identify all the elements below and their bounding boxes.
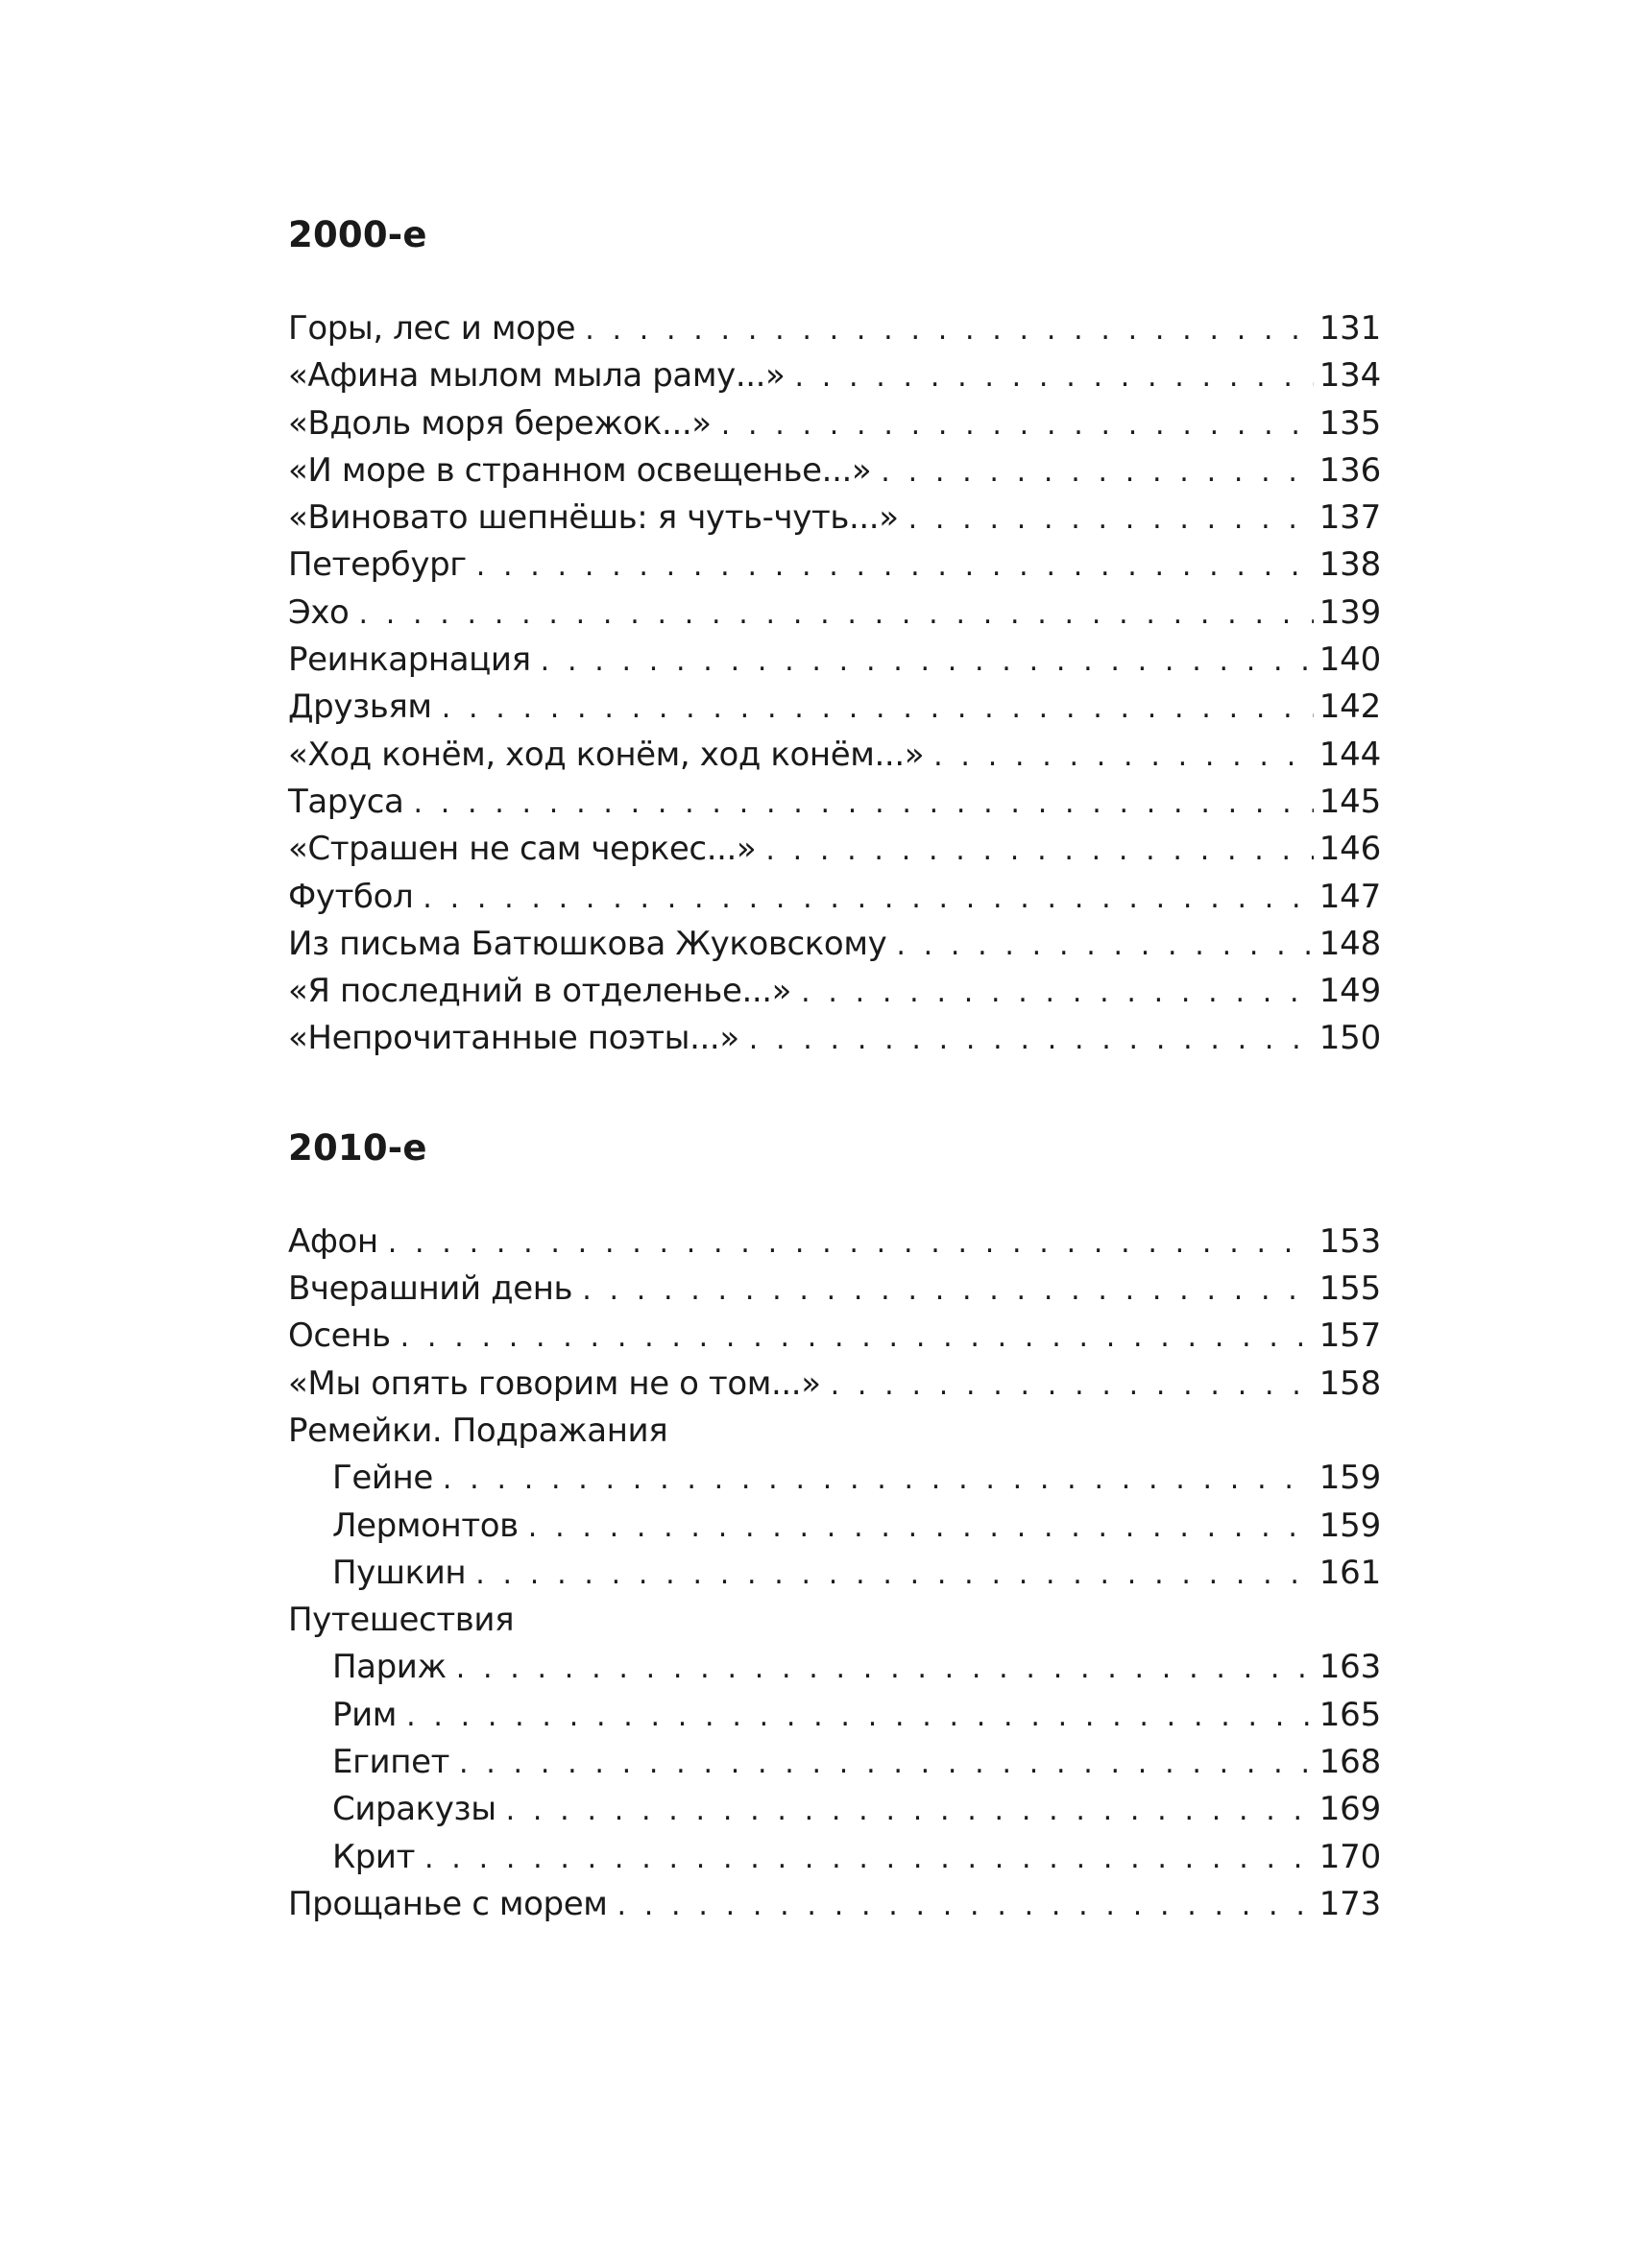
- page-number: 173: [1318, 1884, 1381, 1923]
- entry-title: Реинкарнация: [288, 640, 531, 680]
- toc-entry: [288, 495, 1381, 542]
- dot-leader: [459, 1740, 1314, 1787]
- dot-leader: [881, 448, 1313, 495]
- toc-entry: [288, 684, 1381, 731]
- page-number: 137: [1318, 498, 1381, 538]
- toc-entry: [288, 1266, 1381, 1313]
- toc-entry: [288, 968, 1381, 1015]
- toc-group-heading: [288, 1597, 1381, 1644]
- entry-title: «Виновато шепнёшь: я чуть-чуть...»: [288, 498, 899, 538]
- page-number: 158: [1318, 1363, 1381, 1403]
- entry-title: Футбол: [288, 877, 414, 916]
- section-title: 2000-е: [288, 214, 427, 255]
- page-number: 142: [1318, 688, 1381, 727]
- dot-leader: [541, 638, 1314, 685]
- toc-entry: [288, 352, 1381, 399]
- entry-title: Египет: [332, 1743, 449, 1782]
- entry-title: Из письма Батюшкова Жуковскому: [288, 924, 887, 963]
- toc-entry: [288, 1361, 1381, 1408]
- dot-leader: [528, 1504, 1314, 1551]
- toc-entry: [288, 1739, 1381, 1786]
- dot-leader: [358, 591, 1313, 638]
- page-number: 147: [1318, 877, 1381, 916]
- dot-leader: [749, 1016, 1314, 1063]
- page-number: 138: [1318, 545, 1381, 585]
- toc-entry: [288, 921, 1381, 968]
- dot-leader: [721, 401, 1314, 448]
- dot-leader: [413, 780, 1313, 827]
- page-number: 170: [1318, 1837, 1381, 1876]
- dot-leader: [424, 1835, 1314, 1882]
- dot-leader: [585, 306, 1314, 353]
- entry-title: Эхо: [288, 592, 350, 632]
- dot-leader: [506, 1787, 1314, 1834]
- toc-entry: [288, 826, 1381, 873]
- page-number: 161: [1318, 1553, 1381, 1592]
- entry-title: Гейне: [332, 1459, 433, 1498]
- entry-title: Афон: [288, 1221, 378, 1261]
- dot-leader: [476, 543, 1314, 590]
- page-number: 159: [1318, 1506, 1381, 1545]
- entry-title: Крит: [332, 1837, 416, 1876]
- dot-leader: [443, 1456, 1314, 1503]
- toc-entry: [288, 874, 1381, 921]
- dot-leader: [582, 1267, 1314, 1314]
- page-number: 145: [1318, 782, 1381, 821]
- page-number: 149: [1318, 972, 1381, 1011]
- entry-title: «Страшен не сам черкес...»: [288, 830, 757, 869]
- page-number: 134: [1318, 356, 1381, 396]
- page-number: 140: [1318, 640, 1381, 680]
- dot-leader: [406, 1693, 1314, 1740]
- toc-entry: [288, 1834, 1381, 1881]
- entry-title: «Я последний в отделенье...»: [288, 972, 792, 1011]
- entry-title: «Ход конём, ход конём, ход конём...»: [288, 735, 925, 774]
- dot-leader: [423, 875, 1313, 922]
- dot-leader: [908, 495, 1314, 543]
- entry-title: Друзьям: [288, 688, 432, 727]
- dot-leader: [442, 685, 1314, 732]
- entry-list: [288, 1218, 1381, 1928]
- dot-leader: [801, 969, 1314, 1016]
- entry-title: Ремейки. Подражания: [288, 1411, 668, 1450]
- entry-title: Таруса: [288, 782, 404, 821]
- toc-group-heading: [288, 1408, 1381, 1455]
- toc-section: [288, 1124, 1381, 1928]
- dot-leader: [400, 1314, 1314, 1361]
- page-number: 135: [1318, 403, 1381, 443]
- page-number: 155: [1318, 1269, 1381, 1309]
- dot-leader: [388, 1219, 1314, 1267]
- entry-title: «Вдоль моря бережок...»: [288, 403, 712, 443]
- toc-entry: [288, 1218, 1381, 1266]
- entry-title: Сиракузы: [332, 1790, 496, 1829]
- dot-leader: [831, 1362, 1314, 1409]
- toc-entry: [288, 732, 1381, 779]
- entry-title: Петербург: [288, 545, 467, 585]
- toc-entry: [288, 1015, 1381, 1062]
- page-number: 146: [1318, 830, 1381, 869]
- dot-leader: [475, 1551, 1313, 1598]
- page-number: 157: [1318, 1316, 1381, 1356]
- toc-entry: [288, 542, 1381, 589]
- page-number: 153: [1318, 1221, 1381, 1261]
- entry-title: Рим: [332, 1695, 398, 1734]
- entry-title: Пушкин: [332, 1553, 467, 1592]
- dot-leader: [765, 827, 1313, 874]
- entry-title: Путешествия: [288, 1601, 515, 1640]
- page-number: 139: [1318, 592, 1381, 632]
- toc-entry: [288, 1550, 1381, 1597]
- table-of-contents: [288, 211, 1381, 1990]
- page-number: 168: [1318, 1743, 1381, 1782]
- entry-title: «Непрочитанные поэты...»: [288, 1019, 739, 1058]
- toc-section: [288, 211, 1381, 1063]
- toc-entry: [288, 400, 1381, 447]
- entry-title: Лермонтов: [332, 1506, 519, 1545]
- page-number: 150: [1318, 1019, 1381, 1058]
- toc-entry: [288, 1786, 1381, 1833]
- entry-title: «Мы опять говорим не о том...»: [288, 1363, 821, 1403]
- page-number: 169: [1318, 1790, 1381, 1829]
- page-number: 148: [1318, 924, 1381, 963]
- entry-title: Париж: [332, 1648, 447, 1687]
- toc-entry: [288, 1455, 1381, 1502]
- dot-leader: [456, 1645, 1314, 1692]
- toc-entry: [288, 1313, 1381, 1360]
- dot-leader: [617, 1882, 1314, 1929]
- entry-title: «И море в странном освещенье...»: [288, 450, 872, 490]
- toc-entry: [288, 1881, 1381, 1928]
- toc-entry: [288, 305, 1381, 352]
- section-title: 2010-е: [288, 1126, 427, 1169]
- page-number: 159: [1318, 1459, 1381, 1498]
- entry-title: Вчерашний день: [288, 1269, 573, 1309]
- toc-entry: [288, 447, 1381, 495]
- entry-list: [288, 305, 1381, 1063]
- toc-entry: [288, 779, 1381, 826]
- toc-entry: [288, 1644, 1381, 1691]
- toc-entry: [288, 1503, 1381, 1550]
- toc-entry: [288, 590, 1381, 637]
- entry-title: Осень: [288, 1316, 391, 1356]
- dot-leader: [933, 733, 1314, 780]
- dot-leader: [794, 353, 1313, 400]
- dot-leader: [896, 922, 1313, 969]
- page-number: 131: [1318, 309, 1381, 348]
- page-number: 163: [1318, 1648, 1381, 1687]
- entry-title: Горы, лес и море: [288, 309, 576, 348]
- page-number: 136: [1318, 450, 1381, 490]
- entry-title: Прощанье с морем: [288, 1884, 608, 1923]
- page-number: 165: [1318, 1695, 1381, 1734]
- toc-entry: [288, 637, 1381, 684]
- entry-title: «Афина мылом мыла раму...»: [288, 356, 786, 396]
- page-number: 144: [1318, 735, 1381, 774]
- toc-entry: [288, 1692, 1381, 1739]
